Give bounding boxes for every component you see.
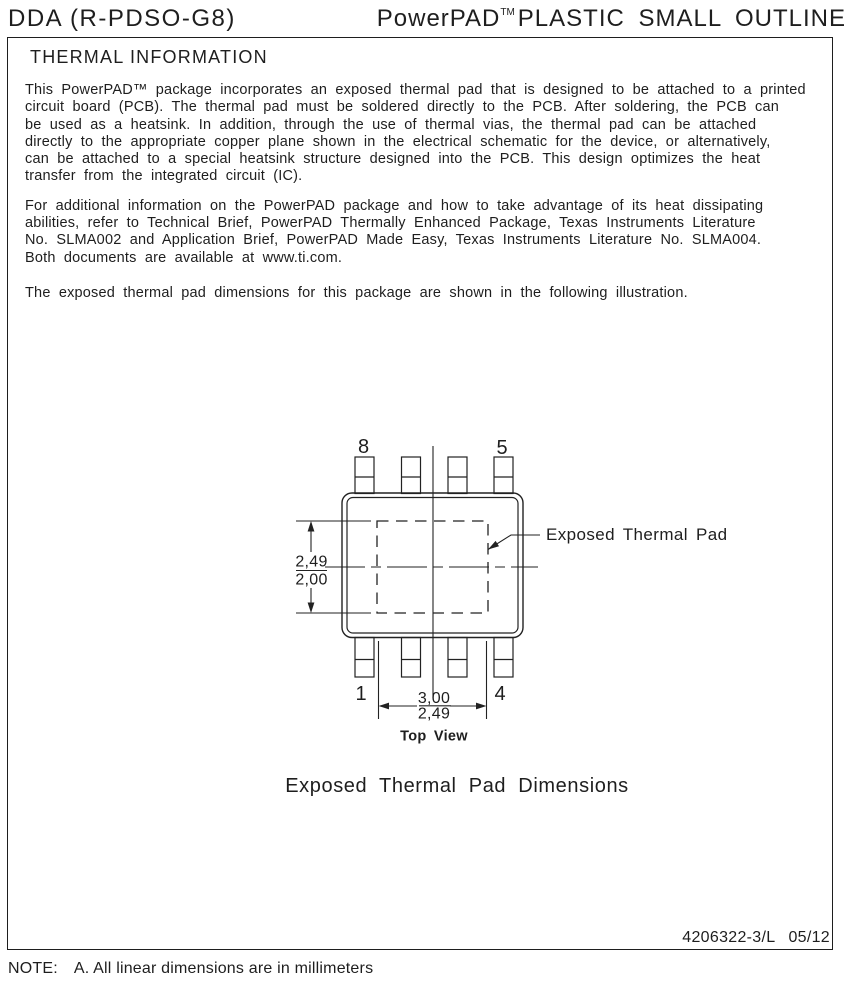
notes <box>8 960 373 978</box>
pin <box>355 638 374 678</box>
vertical-dim-min: 2,00 <box>295 571 328 589</box>
text-line: circuit board (PCB). The thermal pad must be soldered directly to the PCB. After soldering, the PCB can <box>25 99 780 116</box>
paragraph-1 <box>25 82 831 186</box>
pin-label-4: 4 <box>494 683 506 705</box>
drawing-number: 4206322-3/L <box>682 929 776 946</box>
arrowhead-left <box>379 703 390 710</box>
package-type-title <box>377 6 846 32</box>
powerpad-brand: PowerPAD <box>376 5 501 32</box>
drawing-number-block <box>682 929 830 947</box>
drawing-date: 05/12 <box>788 929 830 946</box>
thermal-pad-diagram <box>0 425 850 800</box>
note-label: NOTE: <box>8 960 58 977</box>
thermal-information-text <box>25 82 831 314</box>
text-line: abilities, refer to Technical Brief, PowerPAD Thermally Enhanced Package, Texas Instruments Literature <box>25 215 756 232</box>
package-type-suffix: PLASTIC SMALL OUTLINE <box>517 5 846 32</box>
text-line: be used as a heatsink. In addition, through the use of thermal vias, the thermal pad can be attached <box>25 116 757 133</box>
text-line: This PowerPAD™ package incorporates an exposed thermal pad that is designed to be attached to a printed <box>25 82 806 98</box>
arrowhead-leader <box>488 541 499 550</box>
horizontal-dim-min: 2,49 <box>417 705 451 723</box>
text-line: transfer from the integrated circuit (IC). <box>25 168 303 185</box>
text-line: directly to the appropriate copper plane shown in the electrical schematic for the device, or alternatively, <box>25 133 771 150</box>
text-line: can be attached to a special heatsink structure designed into the PCB. This design optimizes the heat <box>25 151 761 168</box>
view-label: Top View <box>400 728 468 745</box>
section-title: THERMAL INFORMATION <box>30 47 268 67</box>
trademark-superscript: TM <box>500 7 515 18</box>
pin <box>355 457 374 494</box>
pad-callout-label: Exposed Thermal Pad <box>546 525 728 544</box>
pin <box>448 638 467 678</box>
text-line: No. SLMA002 and Application Brief, PowerPAD Made Easy, Texas Instruments Literature No. SLMA004. <box>25 232 762 249</box>
pin <box>494 638 513 678</box>
pin <box>448 457 467 494</box>
arrowhead-down <box>308 603 315 614</box>
pin-label-1: 1 <box>355 683 367 705</box>
text-line: For additional information on the PowerPAD package and how to take advantage of its heat dissipating <box>25 197 764 214</box>
diagram-caption: Exposed Thermal Pad Dimensions <box>285 775 629 797</box>
arrowhead-right <box>476 703 487 710</box>
pin <box>402 457 421 494</box>
top-pins <box>355 457 513 494</box>
paragraph-3 <box>25 285 831 302</box>
pin <box>402 638 421 678</box>
paragraph-2 <box>25 198 831 267</box>
note-a-text: A. All linear dimensions are in millimeters <box>73 960 374 977</box>
package-code-title: DDA (R-PDSO-G8) <box>8 5 236 32</box>
pad-callout-leader <box>488 535 540 550</box>
arrowhead-up <box>308 521 315 532</box>
vertical-dim-max: 2,49 <box>295 553 328 571</box>
pin-label-8: 8 <box>357 436 370 458</box>
pin <box>494 457 513 494</box>
text-line: Both documents are available at www.ti.com. <box>25 249 343 266</box>
pin-label-5: 5 <box>496 437 508 459</box>
text-line: The exposed thermal pad dimensions for this package are shown in the following illustration. <box>25 284 688 301</box>
horizontal-dim-max: 3,00 <box>417 690 451 707</box>
